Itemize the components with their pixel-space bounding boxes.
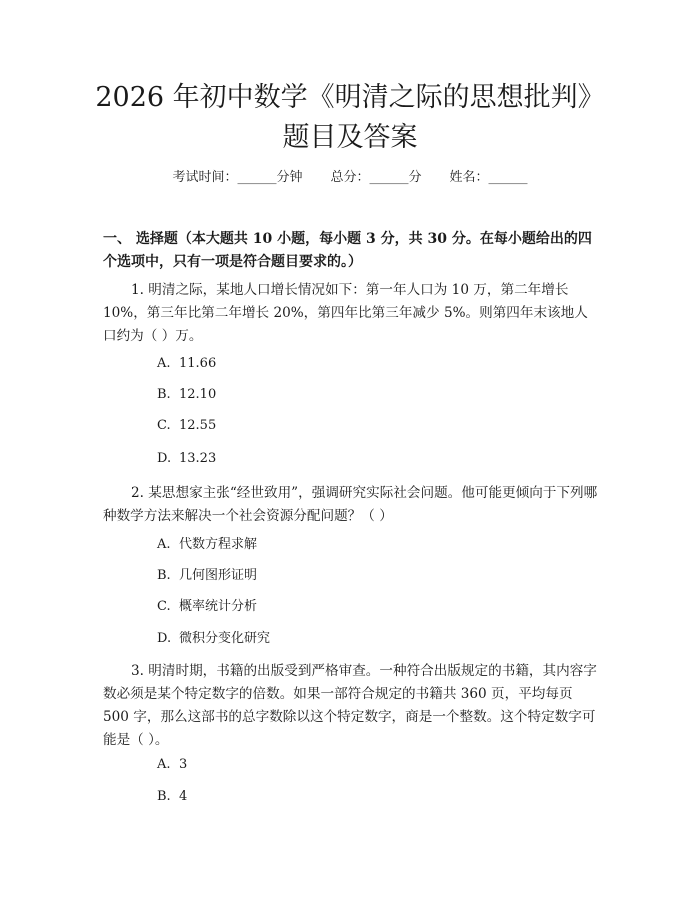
- question-3-option-b: [157, 787, 187, 807]
- option-letter: B.: [157, 568, 171, 583]
- option-letter: C.: [157, 599, 171, 614]
- option-text: 12.10: [179, 387, 217, 402]
- section-heading: 一、 选择题（本大题共 10 小题，每小题 3 分，共 30 分。在每小题给出的四个选项中，只有一项是符合题目要求的。）: [103, 231, 592, 270]
- option-letter: A.: [157, 356, 171, 371]
- option-text: 3: [179, 757, 188, 772]
- option-letter: D.: [157, 631, 172, 646]
- option-letter: D.: [157, 451, 172, 466]
- question-1-option-d: [157, 449, 216, 469]
- question-2-option-d: [157, 629, 270, 649]
- question-1-option-c: [157, 416, 216, 436]
- option-text: 4: [179, 789, 188, 804]
- option-text: 12.55: [179, 418, 217, 433]
- option-text: 几何图形证明: [179, 568, 258, 583]
- question-1-text: 1. 明清之际，某地人口增长情况如下：第一年人口为 10 万，第二年增长 10%，第三年比第二年增长 20%，第四年比第三年减少 5%。则第四年末该地人口约为（ ）万。: [103, 282, 588, 344]
- question-2-option-c: [157, 597, 257, 617]
- option-text: 概率统计分析: [179, 599, 258, 614]
- option-text: 代数方程求解: [179, 537, 258, 552]
- option-text: 13.23: [179, 451, 217, 466]
- option-letter: B.: [157, 387, 171, 402]
- question-1-option-a: [157, 354, 216, 374]
- option-text: 11.66: [179, 356, 217, 371]
- question-3-text: 3. 明清时期，书籍的出版受到严格审查。一种符合出版规定的书籍，其内容字数必须是某个特定数字的倍数。如果一部符合规定的书籍共 360 页，平均每页 500 字，那么这部书的总字数除以这个特定数字，商是一个整数。这个特定数字可能是（ ）。: [103, 663, 597, 748]
- question-1-option-b: [157, 385, 216, 405]
- option-letter: C.: [157, 418, 171, 433]
- total-score-field: 总分：______分: [330, 170, 422, 185]
- exam-info-line: [0, 168, 700, 188]
- question-3-option-a: [157, 755, 187, 775]
- document-title: 2026 年初中数学《明清之际的思想批判》题目及答案: [95, 82, 605, 153]
- option-letter: A.: [157, 757, 171, 772]
- question-2-option-a: [157, 535, 257, 555]
- option-letter: B.: [157, 789, 171, 804]
- question-2-text: 2. 某思想家主张“经世致用”，强调研究实际社会问题。他可能更倾向于下列哪种数学方法来解决一个社会资源分配问题？（ ）: [103, 485, 598, 524]
- name-field: 姓名：______: [449, 170, 528, 185]
- question-2-option-b: [157, 566, 257, 586]
- exam-time-field: 考试时间：______分钟: [172, 170, 303, 185]
- option-text: 微积分变化研究: [179, 631, 271, 646]
- option-letter: A.: [157, 537, 171, 552]
